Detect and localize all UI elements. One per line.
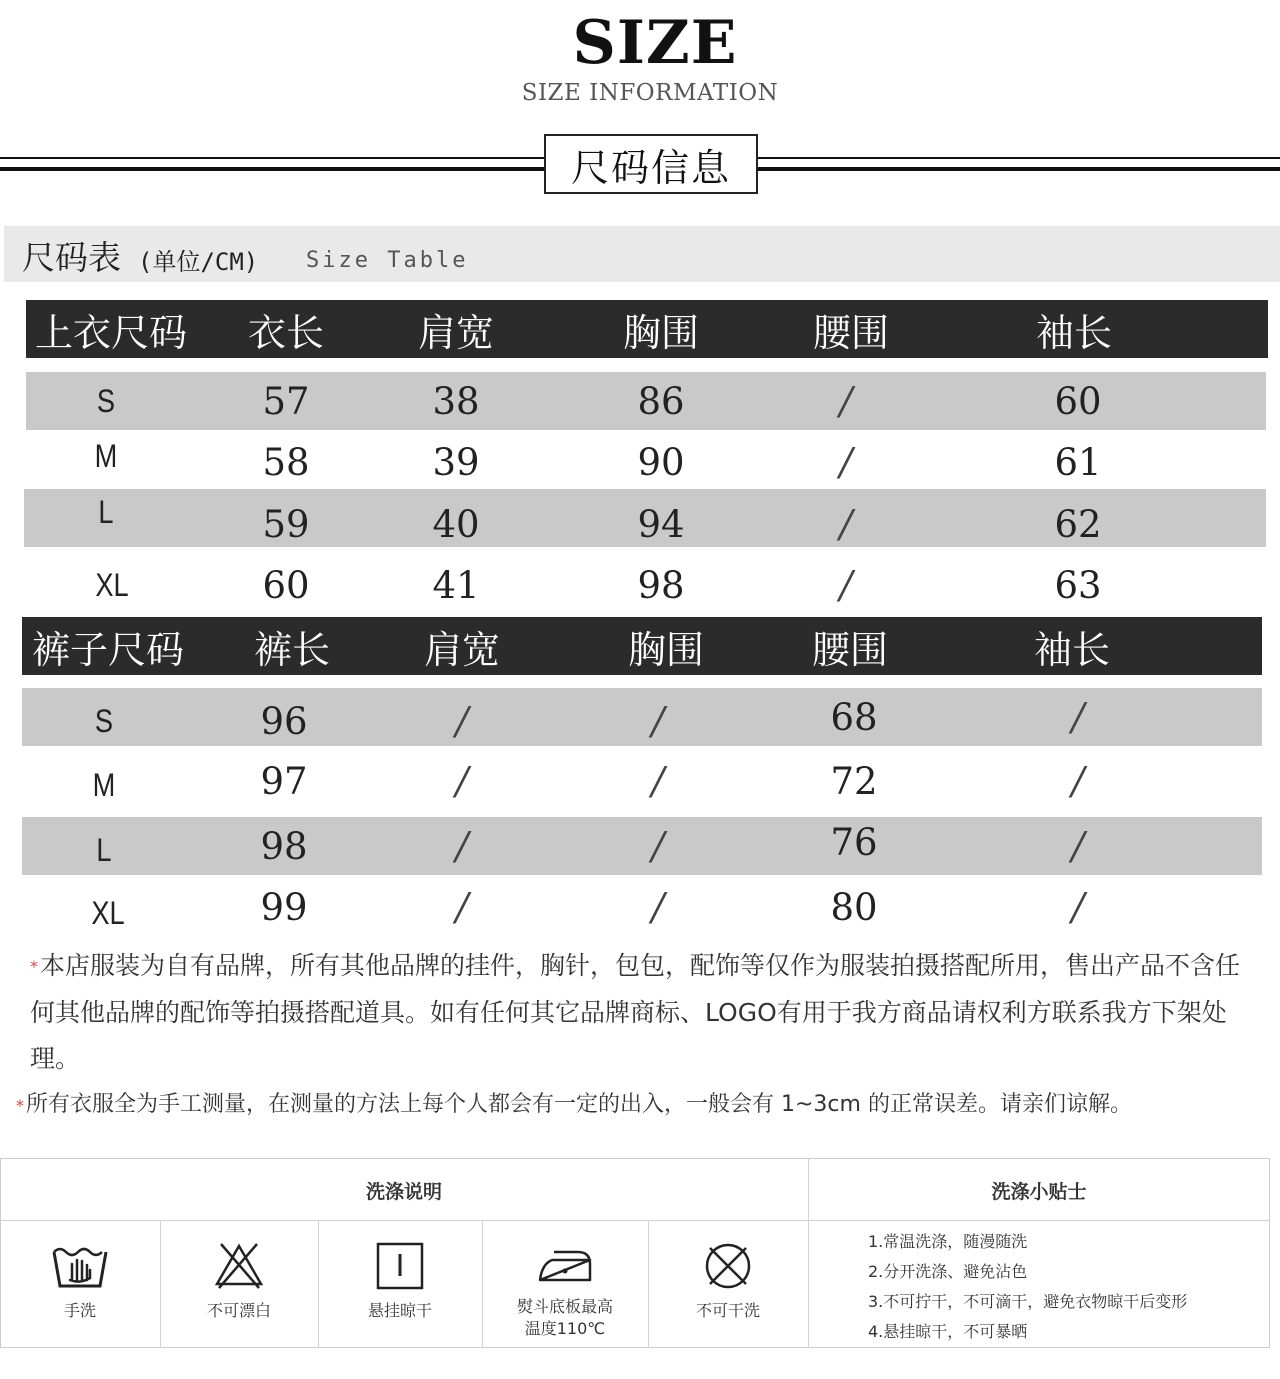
tip-item: 4.悬挂晾干，不可暴晒 (868, 1322, 1028, 1341)
value-cell: 58 (262, 440, 310, 484)
table-row (24, 489, 1266, 547)
value-cell: / (455, 699, 469, 743)
size-table-unit: (单位/CM) (138, 248, 259, 276)
care-item-hang-dry (318, 1222, 482, 1348)
size-cell: XL (95, 566, 129, 603)
washing-instructions-title: 洗涤说明 (365, 1180, 442, 1203)
tip-item: 2.分开洗涤、避免沾色 (868, 1262, 1028, 1281)
value-cell: 38 (432, 379, 480, 423)
care-label-line: 熨斗底板最高 (516, 1297, 613, 1316)
value-cell: 86 (637, 379, 685, 423)
size-cell: L (98, 493, 114, 530)
care-label: 不可干洗 (695, 1301, 760, 1320)
value-cell: / (651, 824, 665, 868)
value-cell: / (839, 440, 853, 484)
washing-divider (0, 1220, 1270, 1221)
value-cell: / (1071, 695, 1085, 739)
hang-dry-icon (374, 1240, 426, 1292)
page-subtitle: SIZE INFORMATION (521, 80, 779, 106)
value-cell: / (455, 759, 469, 803)
size-cell: S (94, 702, 114, 739)
value-cell: 61 (1054, 440, 1102, 484)
star-marker: * (16, 1095, 24, 1115)
care-item-iron (482, 1222, 648, 1348)
no-dry-clean-icon (702, 1240, 754, 1292)
header-cell: 肩宽 (423, 627, 500, 672)
value-cell: 60 (1054, 379, 1102, 423)
care-item-hand-wash (0, 1222, 160, 1348)
measurement-notice (16, 1087, 1132, 1118)
value-cell: 76 (830, 820, 878, 864)
value-cell: / (651, 885, 665, 929)
care-label (517, 1296, 613, 1340)
value-cell: 57 (262, 379, 310, 423)
divider-right-thick (758, 167, 1280, 171)
care-label-line: 温度110℃ (524, 1319, 606, 1338)
care-item-no-dry-clean (648, 1222, 808, 1348)
section-label: 尺码信息 (544, 134, 758, 194)
header-cell: 胸围 (627, 627, 704, 672)
header-cell: 裤长 (253, 627, 330, 672)
value-cell: / (1071, 885, 1085, 929)
value-cell: 94 (637, 502, 685, 546)
size-cell: M (94, 437, 118, 474)
value-cell: 62 (1054, 502, 1102, 546)
tip-item: 1.常温洗涤，随漫随洗 (868, 1232, 1028, 1251)
divider-right-thin (758, 157, 1280, 159)
star-marker: * (30, 957, 38, 976)
table-row (24, 556, 1266, 614)
value-cell: 39 (432, 440, 480, 484)
header-cell: 腰围 (811, 627, 888, 672)
value-cell: 40 (432, 502, 480, 546)
value-cell: / (455, 824, 469, 868)
size-table-label: 尺码表 (22, 238, 121, 277)
brand-notice (30, 943, 1245, 1082)
size-cell: M (92, 766, 116, 803)
value-cell: 80 (830, 885, 878, 929)
size-cell: L (96, 831, 112, 868)
value-cell: 98 (637, 563, 685, 607)
top-table-header (26, 300, 1268, 358)
iron-icon (534, 1240, 596, 1288)
page-title: SIZE (572, 8, 738, 78)
care-label: 悬挂晾干 (367, 1301, 432, 1320)
value-cell: 63 (1054, 563, 1102, 607)
value-cell: 60 (262, 563, 310, 607)
table-row (26, 433, 1266, 491)
header-cell: 腰围 (812, 310, 889, 355)
hand-wash-icon (50, 1240, 110, 1292)
header-cell: 裤子尺码 (31, 627, 184, 672)
value-cell: / (1071, 824, 1085, 868)
value-cell: 72 (830, 759, 878, 803)
value-cell: / (455, 885, 469, 929)
header-cell: 胸围 (622, 310, 699, 355)
value-cell: / (1071, 759, 1085, 803)
brand-notice-text: 本店服装为自有品牌，所有其他品牌的挂件，胸针，包包，配饰等仅作为服装拍摄搭配所用，售出产品不含任何其他品牌的配饰等拍摄搭配道具。如有任何其它品牌商标、LOGO有用于我方商品请权利方联系我方下架处理。 (30, 951, 1241, 1073)
header-cell: 上衣尺码 (34, 310, 187, 355)
table-row (22, 878, 1262, 936)
washing-tips-list (868, 1227, 1187, 1347)
care-label: 不可漂白 (206, 1301, 271, 1320)
tip-item: 3.不可拧干，不可滴干，避免衣物晾干后变形 (868, 1292, 1188, 1311)
divider-left-thin (0, 157, 544, 159)
header-cell: 肩宽 (417, 310, 494, 355)
value-cell: 90 (637, 440, 685, 484)
divider-left-thick (0, 167, 544, 171)
table-row (22, 752, 1262, 810)
value-cell: / (651, 699, 665, 743)
header-cell: 袖长 (1035, 310, 1112, 355)
table-row (22, 688, 1262, 746)
value-cell: / (651, 759, 665, 803)
no-bleach-icon (213, 1240, 265, 1292)
care-label: 手洗 (63, 1301, 96, 1320)
pants-table-header (22, 617, 1262, 675)
value-cell: 68 (830, 695, 878, 739)
value-cell: 99 (260, 885, 308, 929)
header-cell: 衣长 (247, 310, 324, 355)
size-cell: S (96, 382, 116, 419)
value-cell: / (839, 379, 853, 423)
size-cell: XL (91, 894, 125, 931)
care-item-no-bleach (160, 1222, 318, 1348)
washing-tips-title: 洗涤小贴士 (991, 1180, 1087, 1203)
value-cell: 41 (432, 563, 480, 607)
table-row (26, 372, 1266, 430)
value-cell: 98 (260, 824, 308, 868)
value-cell: 96 (260, 699, 308, 743)
table-row (22, 817, 1262, 875)
value-cell: 59 (262, 502, 310, 546)
measurement-notice-text: 所有衣服全为手工测量，在测量的方法上每个人都会有一定的出入，一般会有 1~3cm 的正常误差。请亲们谅解。 (26, 1092, 1132, 1117)
size-table-label-en: Size Table (306, 248, 469, 273)
header-cell: 袖长 (1033, 627, 1110, 672)
value-cell: / (839, 563, 853, 607)
value-cell: 97 (260, 759, 308, 803)
value-cell: / (839, 502, 853, 546)
